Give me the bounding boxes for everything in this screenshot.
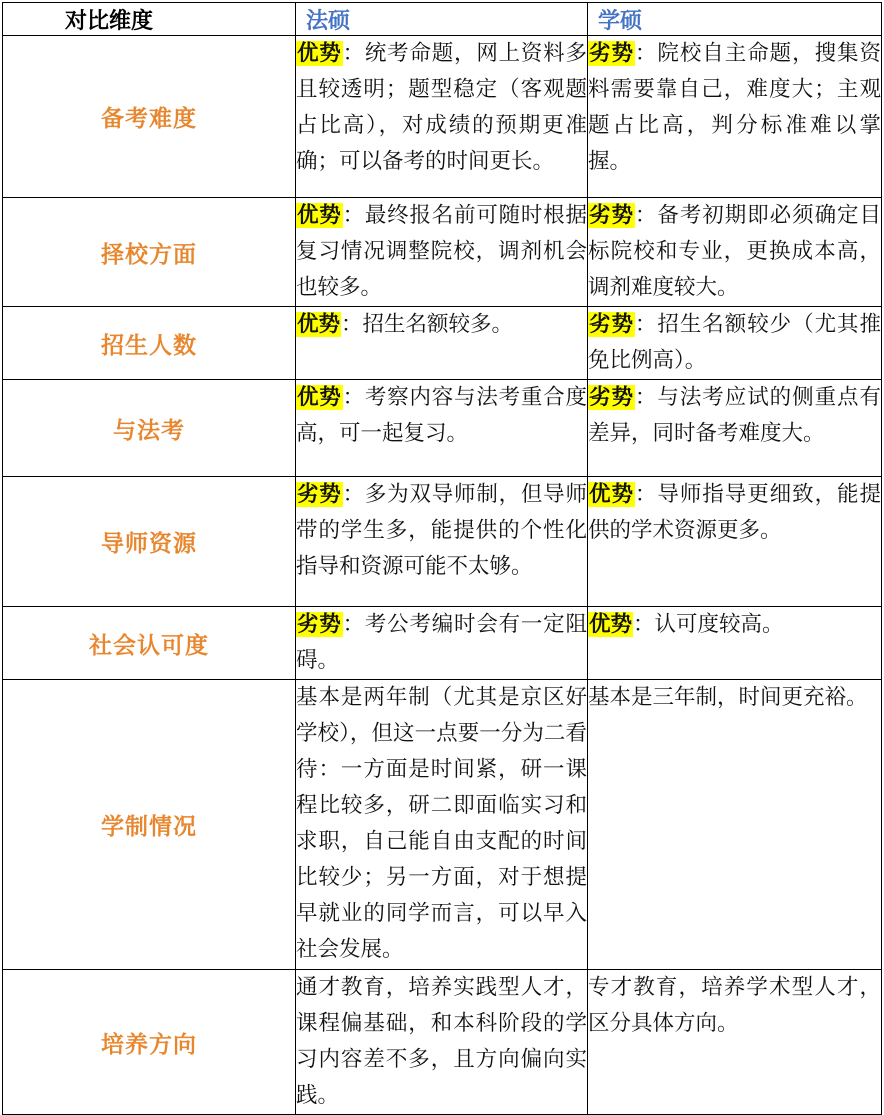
row-dimension: 导师资源 [3,477,296,607]
academic-cell [588,970,882,1115]
tag-highlight: 优势 [589,612,633,637]
cell-text: 认可度较高。 [654,612,784,637]
tag-highlight: 优势 [297,312,341,337]
cell-text: 考察内容与法考重合度高，可一起复习。 [296,385,587,446]
law-cell [296,680,588,970]
table-row [3,680,882,970]
header-academic: 学硕 [588,3,882,36]
row-dimension: 择校方面 [3,198,296,307]
academic-cell: 劣势：招生名额较少（尤其推免比例高）。 [588,307,882,380]
header-row [3,3,882,36]
law-cell: 优势：招生名额较多。 [296,307,588,380]
table-row [3,198,882,307]
cell-text: 招生名额较少（尤其推免比例高）。 [588,312,881,373]
row-dimension: 学制情况 [3,680,296,970]
tag-highlight: 劣势 [589,203,634,228]
law-cell [296,970,588,1115]
header-law: 法硕 [296,3,588,36]
tag-highlight: 劣势 [297,612,342,637]
law-cell: 劣势：考公考编时会有一定阻碍。 [296,607,588,680]
row-dimension: 培养方向 [3,970,296,1115]
cell-text: 专才教育，培养学术型人才，区分具体方向。 [588,975,881,1036]
cell-text: 通才教育，培养实践型人才，课程偏基础，和本科阶段的学习内容差不多，且方向偏向实践。 [296,975,587,1108]
tag-highlight: 劣势 [589,312,634,337]
cell-text: 备考初期即必须确定目标院校和专业，更换成本高，调剂难度较大。 [588,203,881,300]
table-row [3,36,882,198]
cell-text: 导师指导更细致，能提供的学术资源更多。 [588,482,881,543]
comparison-table [2,2,882,1115]
cell-text: 基本是三年制，时间更充裕。 [588,685,868,710]
table-row [3,607,882,680]
law-cell: 优势：最终报名前可随时根据复习情况调整院校，调剂机会也较多。 [296,198,588,307]
academic-cell: 优势：认可度较高。 [588,607,882,680]
cell-text: 最终报名前可随时根据复习情况调整院校，调剂机会也较多。 [296,203,587,300]
academic-cell: 劣势：与法考应试的侧重点有差异，同时备考难度大。 [588,380,882,477]
table-row [3,970,882,1115]
tag-highlight: 劣势 [589,385,634,410]
row-dimension: 备考难度 [3,36,296,198]
header-dimension: 对比维度 [3,3,296,36]
academic-cell [588,680,882,970]
tag-highlight: 优势 [297,385,342,410]
law-cell: 劣势：多为双导师制，但导师带的学生多，能提供的个性化指导和资源可能不太够。 [296,477,588,607]
tag-highlight: 优势 [297,41,342,66]
table-row [3,380,882,477]
academic-cell: 劣势：院校自主命题，搜集资料需要靠自己，难度大；主观题占比高，判分标准难以掌握。 [588,36,882,198]
row-dimension: 与法考 [3,380,296,477]
table-row [3,477,882,607]
academic-cell: 优势：导师指导更细致，能提供的学术资源更多。 [588,477,882,607]
law-cell: 优势：考察内容与法考重合度高，可一起复习。 [296,380,588,477]
tag-highlight: 优势 [589,482,634,507]
cell-text: 招生名额较多。 [362,312,514,337]
tag-highlight: 劣势 [297,482,342,507]
cell-text: 考公考编时会有一定阻碍。 [296,612,587,673]
academic-cell: 劣势：备考初期即必须确定目标院校和专业，更换成本高，调剂难度较大。 [588,198,882,307]
law-cell: 优势：统考命题，网上资料多且较透明；题型稳定（客观题占比高），对成绩的预期更准确；可以备考的时间更长。 [296,36,588,198]
cell-text: 统考命题，网上资料多且较透明；题型稳定（客观题占比高），对成绩的预期更准确；可以备考的时间更长。 [296,41,587,174]
row-dimension: 社会认可度 [3,607,296,680]
table-row [3,307,882,380]
cell-text: 基本是两年制（尤其是京区好学校），但这一点要一分为二看待：一方面是时间紧，研一课程比较多，研二即面临实习和求职，自己能自由支配的时间比较少；另一方面，对于想提早就业的同学而言，可以早入社会发展。 [296,685,587,962]
tag-highlight: 劣势 [589,41,634,66]
tag-highlight: 优势 [297,203,342,228]
cell-text: 多为双导师制，但导师带的学生多，能提供的个性化指导和资源可能不太够。 [296,482,587,579]
cell-text: 院校自主命题，搜集资料需要靠自己，难度大；主观题占比高，判分标准难以掌握。 [588,41,881,174]
row-dimension: 招生人数 [3,307,296,380]
cell-text: 与法考应试的侧重点有差异，同时备考难度大。 [588,385,881,446]
